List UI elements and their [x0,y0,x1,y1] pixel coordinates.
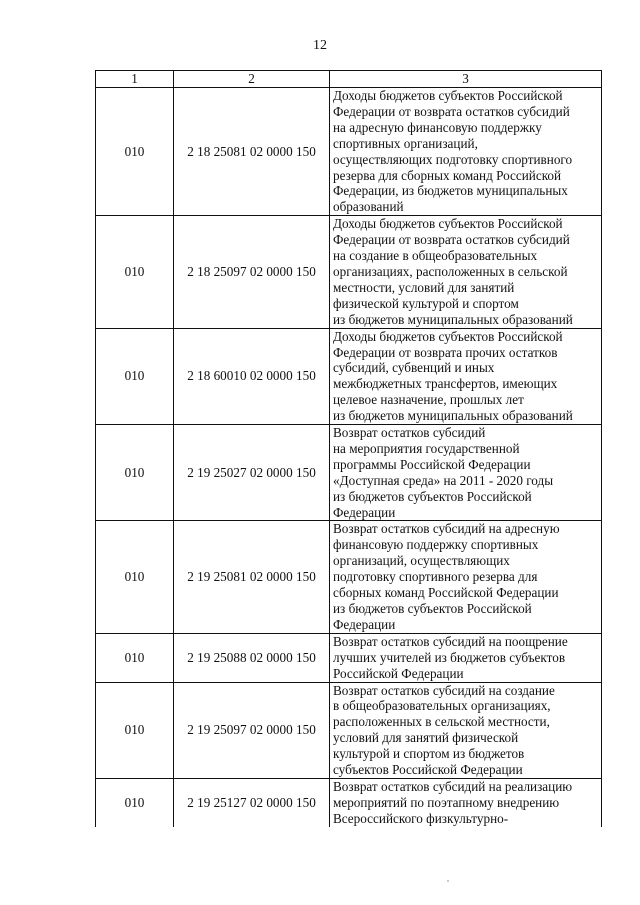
table-row [96,633,602,682]
description-cell: Доходы бюджетов субъектов Российской Федерации от возврата остатков субсидий на адресную финансовую поддержку спортивных организаций, осуществляющих подготовку спортивного резерва для сборных команд Российской Федерации, из бюджетов муниципальных образований [330,88,602,216]
description-cell: Возврат остатков субсидий на создание в общеобразовательных организациях, расположенных в сельской местности, условий для занятий физической культурой и спортом из бюджетов субъектов Российской Федерации [330,682,602,778]
table-row [96,425,602,521]
page-number: 12 [313,38,327,53]
table-row [96,521,602,633]
column-header-1: 1 [96,71,174,88]
admin-code-cell: 010 [96,425,174,521]
budget-code-cell: 2 19 25127 02 0000 150 [174,778,330,826]
budget-code-cell: 2 18 60010 02 0000 150 [174,328,330,424]
admin-code-cell: 010 [96,778,174,826]
budget-code-cell: 2 18 25081 02 0000 150 [174,88,330,216]
table-header-row [96,71,602,88]
description-cell: Возврат остатков субсидий на адресную финансовую поддержку спортивных организаций, осуществляющих подготовку спортивного резерва для сборных команд Российской Федерации из бюджетов субъектов Российской Федерации [330,521,602,633]
budget-code-cell: 2 19 25027 02 0000 150 [174,425,330,521]
scan-speck [447,880,449,882]
column-header-3: 3 [330,71,602,88]
description-cell: Возврат остатков субсидий на поощрение лучших учителей из бюджетов субъектов Российской Федерации [330,633,602,682]
table-row [96,682,602,778]
table-row [96,328,602,424]
budget-code-cell: 2 19 25097 02 0000 150 [174,682,330,778]
description-cell: Возврат остатков субсидий на мероприятия государственной программы Российской Федерации «Доступная среда» на 2011 - 2020 годы из бюджетов субъектов Российской Федерации [330,425,602,521]
budget-code-cell: 2 19 25088 02 0000 150 [174,633,330,682]
budget-codes-table [95,70,602,827]
budget-code-cell: 2 19 25081 02 0000 150 [174,521,330,633]
table-row [96,88,602,216]
description-cell: Доходы бюджетов субъектов Российской Федерации от возврата прочих остатков субсидий, субвенций и иных межбюджетных трансфертов, имеющих целевое назначение, прошлых лет из бюджетов муниципальных образований [330,328,602,424]
admin-code-cell: 010 [96,88,174,216]
description-cell: Возврат остатков субсидий на реализацию мероприятий по поэтапному внедрению Всероссийского физкультурно- [330,778,602,826]
table-row [96,778,602,826]
admin-code-cell: 010 [96,633,174,682]
table-row [96,216,602,328]
column-header-2: 2 [174,71,330,88]
budget-code-cell: 2 18 25097 02 0000 150 [174,216,330,328]
description-cell: Доходы бюджетов субъектов Российской Федерации от возврата остатков субсидий на создание в общеобразовательных организациях, расположенных в сельской местности, условий для занятий физической культурой и спортом из бюджетов муниципальных образований [330,216,602,328]
admin-code-cell: 010 [96,328,174,424]
admin-code-cell: 010 [96,216,174,328]
admin-code-cell: 010 [96,682,174,778]
admin-code-cell: 010 [96,521,174,633]
